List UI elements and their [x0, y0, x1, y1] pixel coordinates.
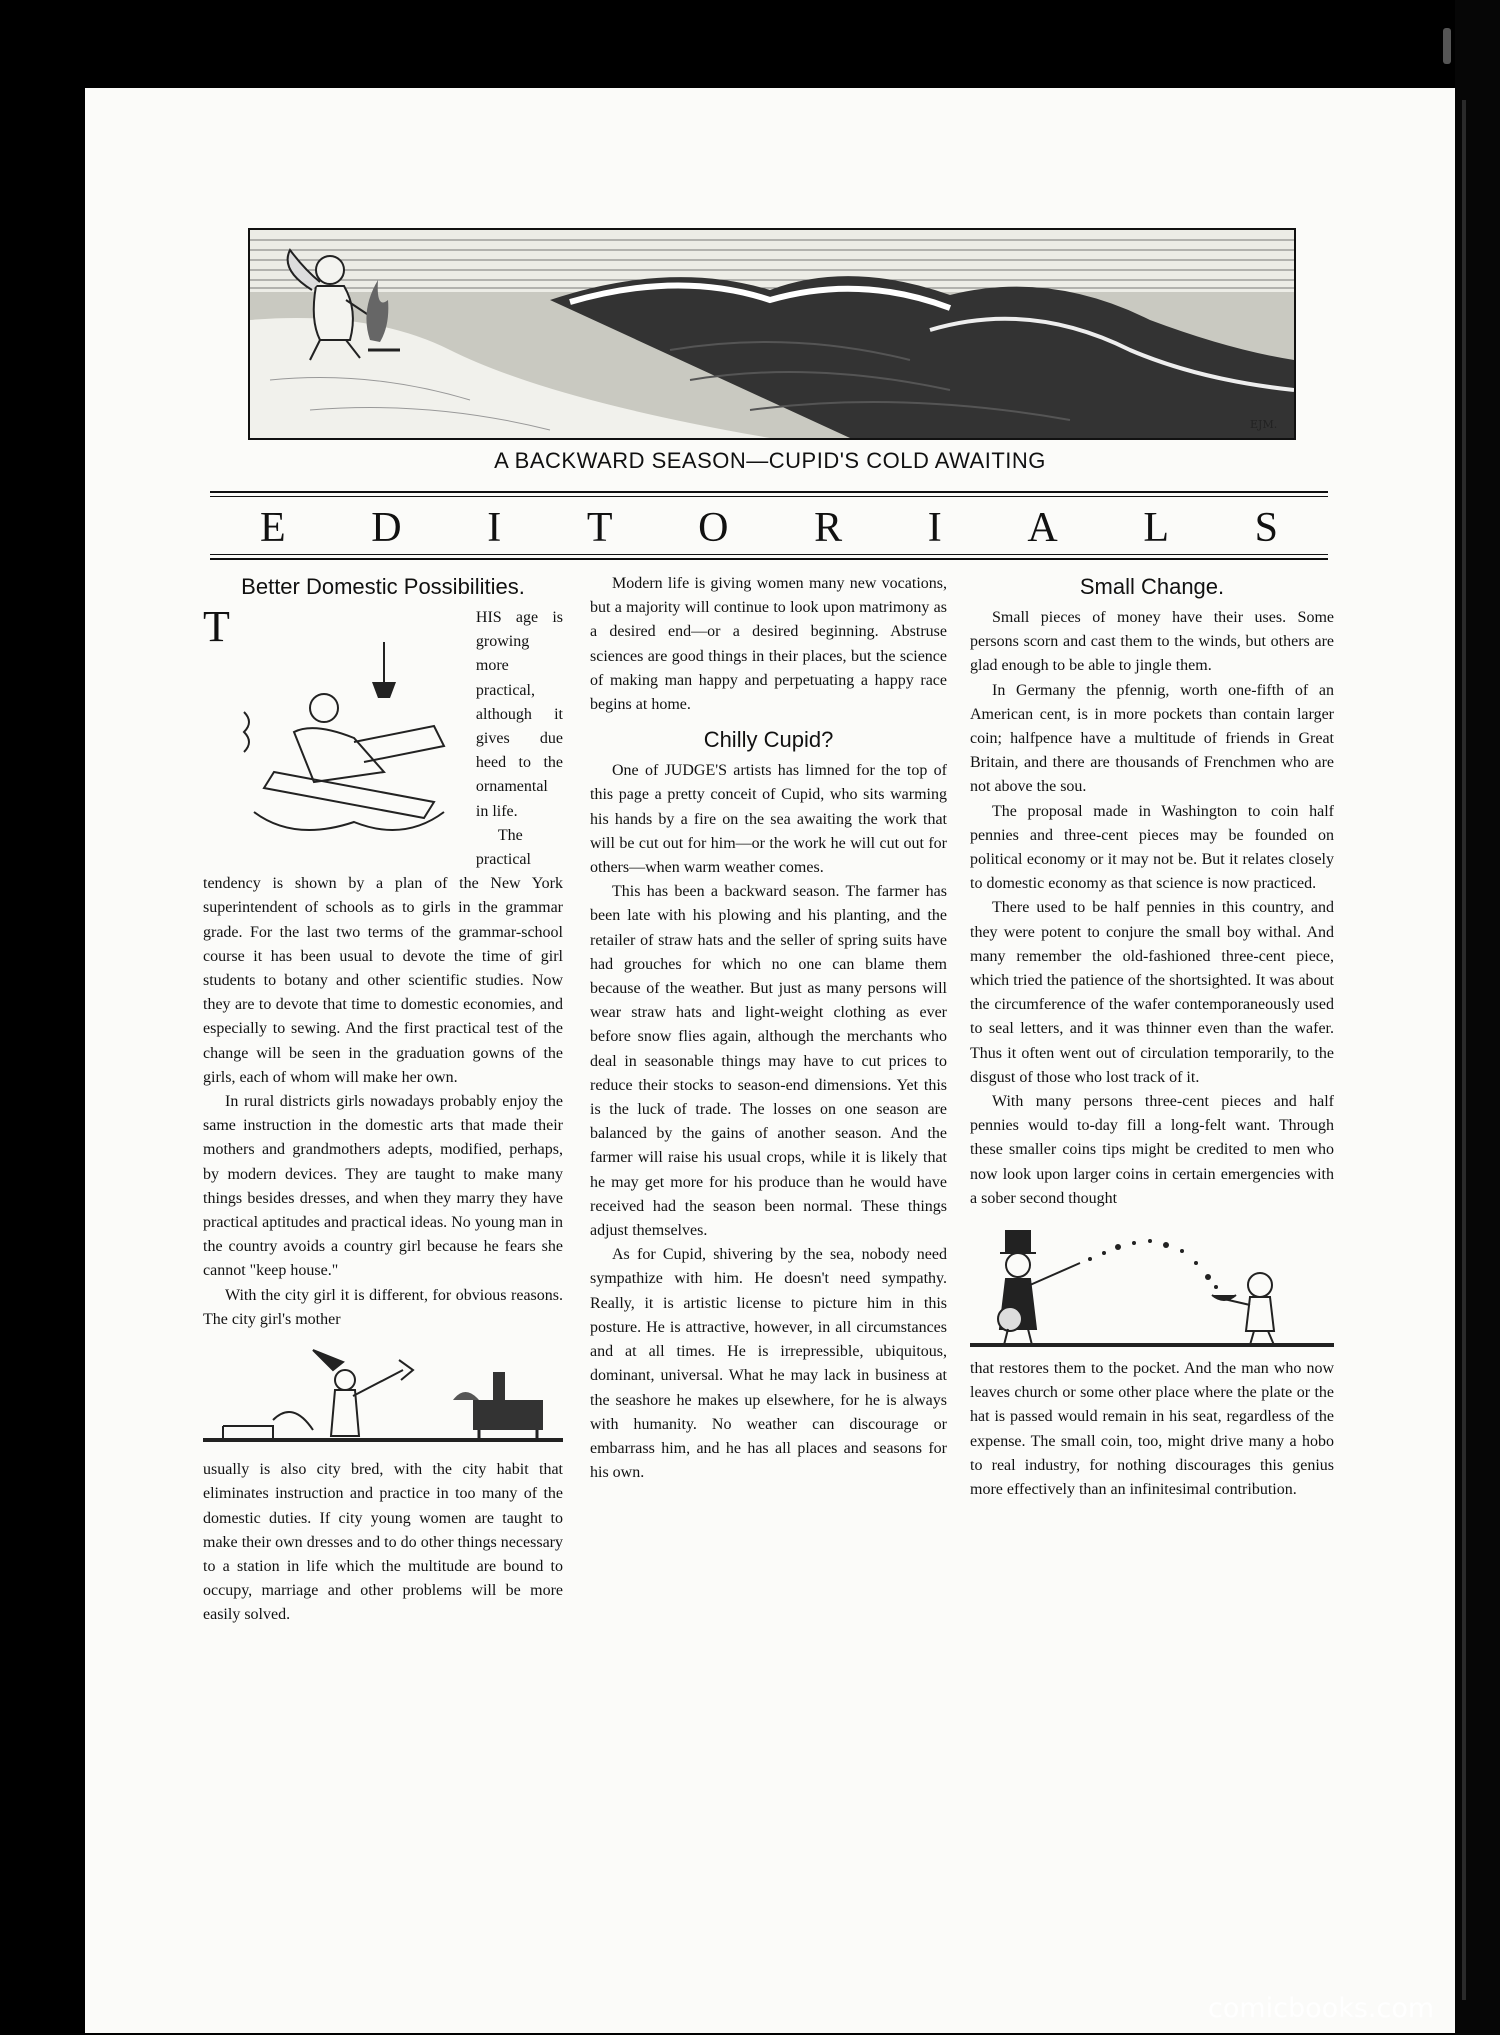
coin-toss-cartoon	[970, 1219, 1334, 1349]
masthead-rule-bottom	[210, 558, 1328, 560]
paragraph: One of JUDGE'S artists has limned for the top of this page a pretty conceit of Cupid, who sits warming his hands by a fire on the sea awaiting the work that will be cut out for him—or the work he will cut out for others—when warm weather comes.	[590, 762, 947, 877]
article-heading: Small Change.	[1079, 574, 1225, 599]
column-better-domestic	[203, 572, 563, 1628]
masthead-letter: A	[1027, 505, 1058, 551]
paragraph: usually is also city bred, with the city habit that eliminates instruction and practice in too many of the domestic duties. If city young women are taught to make their own dresses and to do other things necessary to a station in life which the multitude are bound to occupy, marriage and other problems will be more easily solved.	[203, 1461, 563, 1624]
paragraph: The practical tendency is shown by a plan of the New York superintendent of schools as to girls in the grammar grade. For the last two terms of the grammar-school course it has been usual to devote the time of girl students to botany and other scientific studies. Now they are to devote that time to domestic economies, and especially to sewing. And the first practical test of the change will be seen in the graduation gowns of the girls, each of whom will make her own.	[203, 826, 563, 1086]
editorials-masthead	[210, 500, 1328, 556]
artist-signature: EJM.	[1250, 418, 1278, 431]
paragraph: In Germany the pfennig, worth one-fifth of an American cent, is in more pockets than contain larger coin; halfpence have a multitude of friends in Great Britain, and there are thousands of Frenchmen who are not above the sou.	[970, 681, 1334, 796]
paragraph: With many persons three-cent pieces and half pennies would to-day fill a long-felt want. Through these smaller coins tips might be credited to men who now look upon larger coins in certain emergencies with a sober second thought	[970, 1093, 1334, 1207]
kitchen-cartoon	[203, 1340, 563, 1450]
illustration-caption: A BACKWARD SEASON—CUPID'S COLD AWAITING	[494, 448, 1046, 473]
cupid-seashore-illustration	[248, 228, 1296, 440]
paragraph: In rural districts girls nowadays probably enjoy the same instruction in the domestic arts that made their mothers and grandmothers adepts, modified, perhaps, by modern devices. They are taught to make many things besides dresses, and when they marry they have practical aptitudes and practical ideas. No young man in the country avoids a country girl because he fears she cannot "keep house."	[203, 1093, 563, 1280]
masthead-letter: T	[586, 505, 613, 551]
masthead-letter: R	[814, 505, 843, 551]
paragraph: As for Cupid, shivering by the sea, nobody need sympathize with him. He doesn't need sympathy. Really, it is artistic license to picture him in this posture. He is attractive, however, in all circumstances and at all times. He is irrepressible, ubiquitous, dominant, universal. What he may lack in business at the seashore he makes up elsewhere, for he is always with humanity. No weather can discourage or embarrass him, and he has all places and seasons for his own.	[590, 1246, 947, 1482]
spine-mark	[1443, 28, 1451, 64]
sewing-cartoon	[234, 642, 470, 862]
article-heading: Better Domestic Possibilities.	[241, 574, 525, 599]
paragraph: that restores them to the pocket. And the man who now leaves church or some other place where the plate or the hat is passed would remain in his seat, regardless of the expense. The small coin, too, might drive many a hobo to real industry, for nothing discourages this genius more effectively than an infinitesimal contribution.	[970, 1360, 1334, 1499]
paragraph: Modern life is giving women many new vocations, but a majority will continue to look upon matrimony as a desired end—or a desired beginning. Abstruse sciences are good things in their places, but the science of making man happy and perpetuating a happy race begins at home.	[590, 575, 947, 714]
paragraph: HIS age is growing more practical, although it gives due heed to the ornamental in life.	[475, 609, 563, 820]
masthead-rule-bottom-thin	[210, 554, 1328, 555]
masthead-letter: L	[1143, 505, 1170, 551]
paragraph: Small pieces of money have their uses. Some persons scorn and cast them to the winds, but others are glad enough to be able to jingle them.	[970, 609, 1334, 675]
paragraph: The proposal made in Washington to coin half pennies and three-cent pieces may be founded on political economy or it may not be. But it relates closely to domestic economy as that science is now practiced.	[970, 802, 1334, 893]
masthead-letter: S	[1254, 505, 1278, 551]
paragraph: This has been a backward season. The farmer has been late with his plowing and his planting, and the retailer of straw hats and the seller of spring suits have had grouches for which no one can blame them because of the weather. But just as many persons will wear straw hats and light-weight clothing as ever before snow flies again, although the merchants who deal in seasonable things may have to cut prices to reduce their stocks to season-end dimensions. Yet this is the luck of trade. The losses on one season are balanced by the gains of another season. And the farmer will raise his usual crops, while it is likely that he may get more for his produce than he would have received had the season been normal. These things adjust themselves.	[590, 883, 947, 1240]
spine-edge	[1462, 100, 1466, 2000]
column-small-change	[970, 572, 1334, 1502]
watermark-logo: comicbooks.com	[1208, 1993, 1435, 2024]
masthead-letter: D	[371, 505, 402, 551]
paragraph: With the city girl it is different, for obvious reasons. The city girl's mother	[203, 1286, 563, 1328]
column-chilly-cupid	[590, 572, 947, 1485]
masthead-rule-top-thin	[210, 496, 1328, 497]
masthead-letter: I	[487, 505, 502, 551]
paragraph: There used to be half pennies in this country, and they were potent to conjure the small boy withal. And many remember the old-fashioned three-cent piece, which tried the patience of the shortsighted. It was about the circumference of the wafer contemporaneously used to seal letters, and it was thinner even than the wafer. Thus it often went out of circulation temporarily, to the disgust of those who lost track of it.	[970, 899, 1334, 1086]
drop-cap: T	[203, 602, 230, 651]
article-heading: Chilly Cupid?	[703, 727, 834, 753]
masthead-letter: O	[698, 505, 729, 551]
masthead-rule-top	[210, 491, 1328, 493]
masthead-letter: I	[927, 505, 942, 551]
masthead-letter: E	[260, 505, 286, 551]
